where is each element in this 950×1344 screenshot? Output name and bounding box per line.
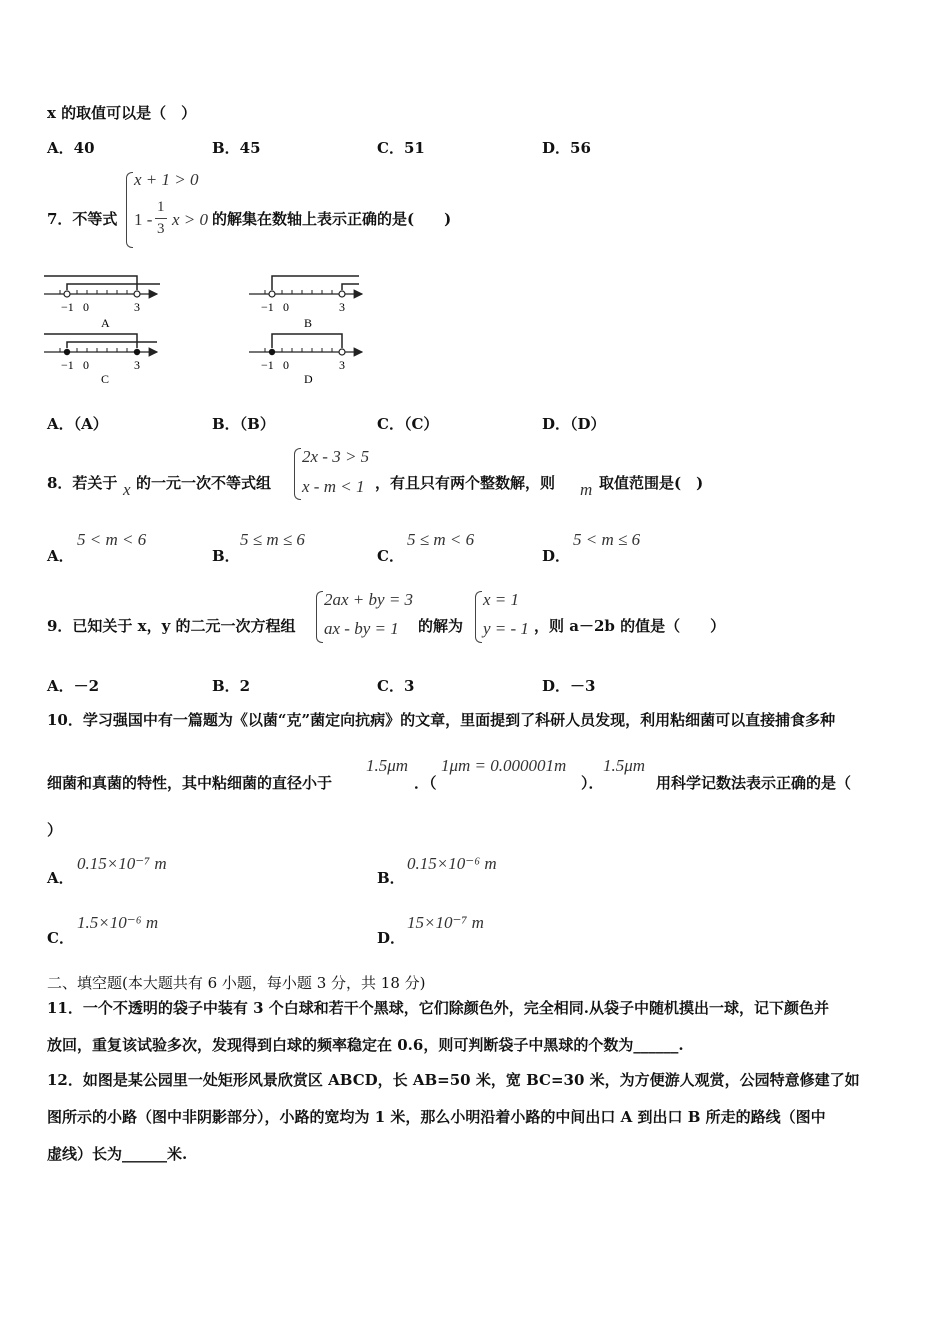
figure-b-tick-neg1: −1 [261,300,274,314]
figure-c [44,334,157,385]
figure-b-tick-0: 0 [283,300,289,314]
q9-stem-mid: 的解为 [418,617,464,635]
q6-option-d[interactable]: D．56 [542,139,591,157]
q8-option-c-expr[interactable]: 5 ≤ m < 6 [407,530,475,549]
q7-system-line2-b: x > 0 [172,210,209,229]
q8-stem-mid: 的一元一次不等式组 [136,474,272,492]
q9-system-brace [316,591,323,643]
q8-stem-mid2: ，有且只有两个整数解，则 [375,474,556,492]
figure-d-tick-neg1: −1 [261,358,274,372]
figure-d-tick-3: 3 [339,358,345,372]
q10-line3: ） [47,821,63,839]
figure-c-label: C [101,372,110,385]
q10-expr2: 1μm = 0.000001m [441,756,567,775]
q6-stem: x 的取值可以是（ ） [47,104,197,122]
q8-system-brace [294,448,301,500]
q12-line3: 虚线）长为______米. [47,1145,188,1163]
q7-option-a[interactable]: A．（A） [47,415,108,433]
q7-system-brace [126,172,133,248]
q12-line1: 12．如图是某公园里一处矩形风景欣赏区 ABCD，长 AB=50 米，宽 BC=30 米，为方便游人观赏，公园特意修建了如 [47,1071,860,1089]
q10-line2-a: 细菌和真菌的特性，其中粘细菌的直径小于 [47,774,333,792]
q8-stem-end: 取值范围是( ) [599,474,704,492]
q8-option-c-label[interactable]: C． [377,547,404,565]
q8-system-line2: x - m < 1 [302,477,365,496]
q6-option-a[interactable]: A．40 [47,139,95,157]
q7-stem: 的解集在数轴上表示正确的是( ) [212,210,452,228]
section2-heading: 二、填空题(本大题共有 6 小题，每小题 3 分，共 18 分) [47,974,426,992]
q10-option-a-expr[interactable]: 0.15×10⁻⁷ m [77,854,167,873]
q10-line2-b: ．（ [414,774,437,792]
q6-option-b[interactable]: B．45 [212,139,261,157]
q7-option-d[interactable]: D．（D） [542,415,606,433]
q8-var-m: m [580,480,593,499]
q7-number: 7．不等式 [47,210,118,228]
q10-option-d-expr[interactable]: 15×10⁻⁷ m [407,913,484,932]
figure-a-label: A [101,316,110,330]
q7-fraction-bar [155,218,167,219]
q9-solution-brace [475,591,482,643]
q10-option-c-expr[interactable]: 1.5×10⁻⁶ m [77,913,159,932]
figure-c-tick-0: 0 [83,358,89,372]
q10-line1: 10．学习强国中有一篇题为《以菌“克”菌定向抗病》的文章，里面提到了科研人员发现，利用粘细菌可以直接捕食多种 [47,711,836,729]
q8-option-a-label[interactable]: A． [47,547,74,565]
q10-option-b-expr[interactable]: 0.15×10⁻⁶ m [407,854,497,873]
q7-fraction-den: 3 [157,221,165,237]
figure-a [44,276,160,330]
q8-system-line1: 2x - 3 > 5 [302,447,370,466]
q8-var-x: x [123,480,131,499]
figure-c-tick-3: 3 [134,358,140,372]
q12-line2: 图所示的小路（图中非阴影部分），小路的宽均为 1 米，那么小明沿着小路的中间出口 A 到出口 B 所走的路线（图中 [47,1108,826,1126]
q10-expr3: 1.5μm [603,756,646,775]
q11-line1: 11．一个不透明的袋子中装有 3 个白球和若干个黑球，它们除颜色外，完全相同.从袋子中随机摸出一球，记下颜色并 [47,999,829,1017]
figure-b-label: B [304,316,313,330]
q10-expr1: 1.5μm [366,756,409,775]
q10-option-b-label[interactable]: B． [377,869,405,887]
figure-c-tick-neg1: −1 [61,358,74,372]
q9-option-b[interactable]: B．2 [212,677,251,695]
figure-d-label: D [304,372,313,385]
q10-option-a-label[interactable]: A． [47,869,74,887]
q8-option-b-label[interactable]: B． [212,547,240,565]
q9-solution-line1: x = 1 [483,590,520,609]
q10-line2-c: ）． [581,774,604,792]
q8-option-b-expr[interactable]: 5 ≤ m ≤ 6 [240,530,305,549]
q8-option-d-label[interactable]: D． [542,547,571,565]
q9-stem-end: ，则 a－2b 的值是（ ） [534,617,726,635]
q10-option-c-label[interactable]: C． [47,929,74,947]
q9-option-d[interactable]: D．－3 [542,677,596,695]
q9-system-line2: ax - by = 1 [324,619,399,638]
q11-line2: 放回，重复该试验多次，发现得到白球的频率稳定在 0.6，则可判断袋子中黑球的个数为______. [47,1036,684,1054]
q10-line2-d: 用科学记数法表示正确的是（ [656,774,852,792]
q9-option-a[interactable]: A．－2 [47,677,100,695]
q8-option-a-expr[interactable]: 5 < m < 6 [77,530,147,549]
q7-system-line2-a: 1 - [134,210,153,229]
figure-a-tick-neg1: −1 [61,300,74,314]
figure-b [249,276,362,330]
q7-option-b[interactable]: B．（B） [212,415,275,433]
q7-fraction-num: 1 [157,199,165,215]
q9-system-line1: 2ax + by = 3 [324,590,414,609]
q7-option-c[interactable]: C．（C） [377,415,439,433]
q8-option-d-expr[interactable]: 5 < m ≤ 6 [573,530,641,549]
figure-a-tick-3: 3 [134,300,140,314]
q6-option-c[interactable]: C．51 [377,139,425,157]
q8-number: 8．若关于 [47,474,118,492]
q7-system-line1: x + 1 > 0 [134,170,199,189]
q9-number: 9．已知关于 x，y 的二元一次方程组 [47,617,296,635]
q9-solution-line2: y = - 1 [483,619,529,638]
q10-option-d-label[interactable]: D． [377,929,406,947]
q7-number-line-figure [42,270,367,385]
figure-d-tick-0: 0 [283,358,289,372]
q9-option-c[interactable]: C．3 [377,677,415,695]
figure-b-tick-3: 3 [339,300,345,314]
figure-d [249,334,362,385]
figure-a-tick-0: 0 [83,300,89,314]
